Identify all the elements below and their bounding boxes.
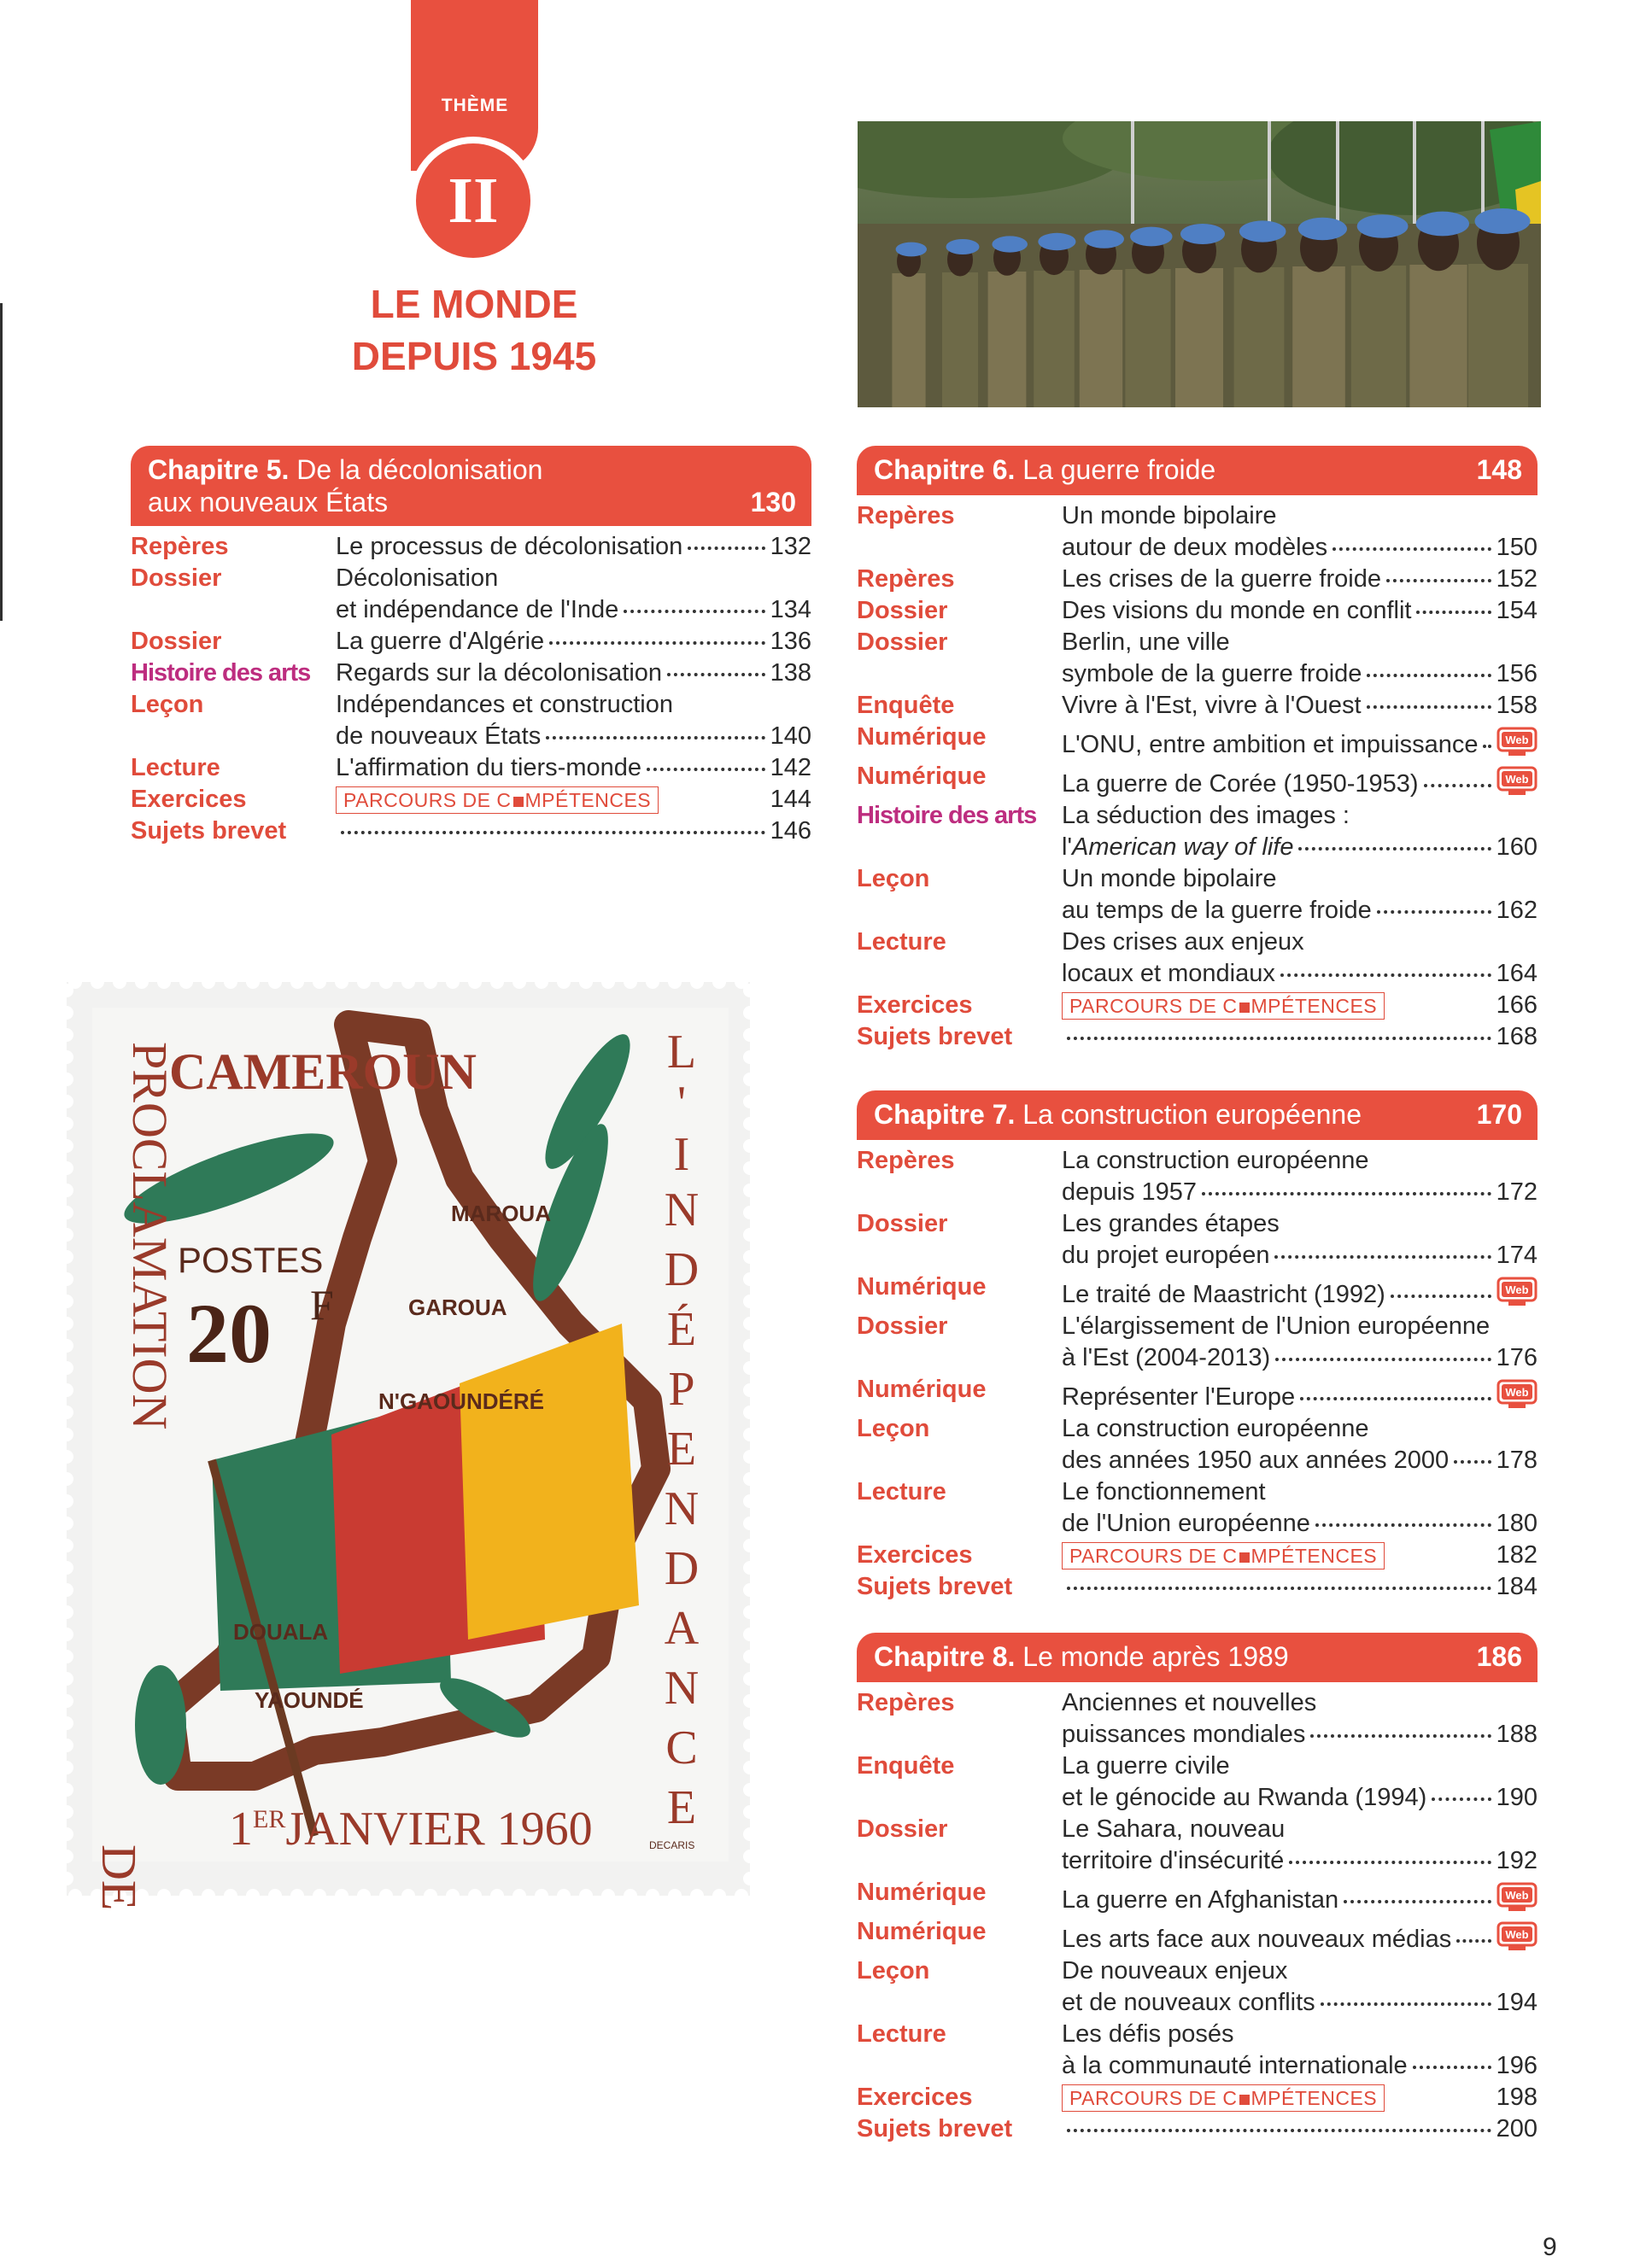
toc-entry[interactable] xyxy=(857,1476,1538,1540)
chapter-header[interactable] xyxy=(857,1633,1538,1682)
chapter-title: Le monde après 1989 xyxy=(1022,1641,1289,1672)
dot-leader xyxy=(1289,1861,1491,1864)
theme-title xyxy=(325,278,624,383)
dot-leader xyxy=(1067,2129,1491,2132)
chapter-title: aux nouveaux États xyxy=(148,487,389,517)
entry-title-line: L'affirmation du tiers-monde xyxy=(336,754,642,781)
toc-entry[interactable] xyxy=(857,926,1538,990)
entry-title-line: du projet européen xyxy=(1062,1242,1270,1269)
chapter-5 xyxy=(131,446,811,847)
entry-title-line: Vivre à l'Est, vivre à l'Ouest xyxy=(1062,692,1362,719)
toc-entry[interactable] xyxy=(857,863,1538,926)
entry-page: 194 xyxy=(1496,1989,1538,2016)
entry-title-line: Le fonctionnement xyxy=(1062,1478,1266,1505)
dot-leader xyxy=(1424,784,1491,787)
entry-page: 190 xyxy=(1496,1784,1538,1811)
dot-leader xyxy=(1274,1255,1491,1259)
entry-page: 196 xyxy=(1496,2052,1538,2079)
stamp-right-border-char: N xyxy=(664,1482,700,1535)
square-icon xyxy=(1239,2095,1250,2105)
toc-entry[interactable] xyxy=(857,722,1538,761)
dot-leader xyxy=(1202,1192,1491,1195)
chapter-title: De la décolonisation xyxy=(296,454,543,485)
entry-title-line: de l'Union européenne xyxy=(1062,1510,1310,1537)
dot-leader xyxy=(1367,705,1491,709)
stamp-left-border: PROCLAMATION xyxy=(122,1042,178,1430)
entry-title-line: L'élargissement de l'Union européenne xyxy=(1062,1312,1491,1340)
entry-title-line: puissances mondiales xyxy=(1062,1721,1306,1748)
dot-leader xyxy=(1432,1797,1491,1801)
entry-page: 150 xyxy=(1496,534,1538,561)
chapter-8 xyxy=(857,1633,1538,2145)
svg-text:Web: Web xyxy=(1505,1889,1529,1902)
dot-leader xyxy=(1483,745,1491,748)
toc-entry[interactable] xyxy=(857,1540,1538,1571)
entry-title-line: La guerre civile xyxy=(1062,1752,1230,1780)
web-icon[interactable] xyxy=(1496,1277,1538,1307)
chapter-entries xyxy=(857,1687,1538,2145)
web-icon[interactable] xyxy=(1496,727,1538,757)
entry-type: Numérique xyxy=(857,1879,987,1906)
badge-text: MPÉTENCES xyxy=(1250,995,1378,1017)
chapter-entries xyxy=(857,1145,1538,1603)
entry-type: Sujets brevet xyxy=(857,1023,1013,1050)
dot-leader xyxy=(624,610,764,613)
entry-page: 138 xyxy=(770,659,811,687)
entry-title-line: autour de deux modèles xyxy=(1062,534,1328,561)
entry-title-line: Représenter l'Europe xyxy=(1062,1383,1296,1411)
chapter-number: Chapitre 8. xyxy=(874,1641,1016,1672)
toc-entry[interactable] xyxy=(857,1271,1538,1311)
dot-leader xyxy=(1386,579,1491,582)
entry-page: 154 xyxy=(1496,597,1538,624)
dot-leader xyxy=(1321,2002,1491,2006)
toc-entry[interactable] xyxy=(131,815,811,847)
entry-type: Lecture xyxy=(857,1478,946,1505)
entry-type: Numérique xyxy=(857,723,987,751)
svg-text:Web: Web xyxy=(1505,734,1529,746)
toc-entry[interactable] xyxy=(857,1916,1538,1955)
toc-entry[interactable] xyxy=(857,1311,1538,1374)
entry-page: 188 xyxy=(1496,1721,1538,1748)
entry-page: 176 xyxy=(1496,1344,1538,1371)
entry-title-line: Berlin, une ville xyxy=(1062,628,1230,656)
stamp-right-border-char: ' xyxy=(676,1077,687,1130)
badge-text: PARCOURS DE C xyxy=(343,789,512,811)
entry-title-line: et le génocide au Rwanda (1994) xyxy=(1062,1784,1427,1811)
entry-type: Dossier xyxy=(131,564,222,592)
web-icon[interactable] xyxy=(1496,1921,1538,1952)
entry-type: Dossier xyxy=(857,1815,948,1843)
chapter-page: 186 xyxy=(1476,1641,1522,1672)
entry-type: Numérique xyxy=(857,1376,987,1403)
stamp-right-border-char: A xyxy=(664,1602,700,1655)
toc-entry[interactable] xyxy=(857,1751,1538,1814)
toc-entry[interactable] xyxy=(857,1208,1538,1271)
entry-page: 144 xyxy=(770,786,811,813)
dot-leader xyxy=(1454,1460,1491,1464)
entry-page: 152 xyxy=(1496,565,1538,593)
badge-text: PARCOURS DE C xyxy=(1069,995,1238,1017)
badge-text: MPÉTENCES xyxy=(1250,1545,1378,1567)
entry-type: Lecture xyxy=(131,754,220,781)
entry-title-line: Un monde bipolaire xyxy=(1062,865,1277,892)
entry-type: Repères xyxy=(857,565,955,593)
entry-type: Repères xyxy=(131,533,229,560)
parcours-competences-badge xyxy=(336,786,659,814)
entry-type: Exercices xyxy=(131,786,247,813)
entry-title-line: locaux et mondiaux xyxy=(1062,960,1275,987)
dot-leader xyxy=(1275,1358,1491,1361)
dot-leader xyxy=(341,831,765,834)
toc-entry[interactable] xyxy=(857,595,1538,627)
entry-page: 174 xyxy=(1496,1242,1538,1269)
entry-title-line: au temps de la guerre froide xyxy=(1062,897,1372,924)
toc-entry[interactable] xyxy=(131,784,811,815)
entry-page: 156 xyxy=(1496,660,1538,687)
toc-entry[interactable] xyxy=(857,761,1538,800)
entry-title-line: Le processus de décolonisation xyxy=(336,533,683,560)
dot-leader xyxy=(1300,1397,1491,1400)
stamp-right-border-char: P xyxy=(668,1363,695,1416)
entry-type: Numérique xyxy=(857,1273,987,1301)
dot-leader xyxy=(667,673,765,676)
entry-type: Dossier xyxy=(857,597,948,624)
entry-page: 146 xyxy=(770,817,811,845)
entry-page: 140 xyxy=(770,722,811,750)
entry-title-line: La construction européenne xyxy=(1062,1415,1369,1442)
entry-title-line: Regards sur la décolonisation xyxy=(336,659,663,687)
entry-type: Numérique xyxy=(857,1918,987,1945)
chapter-entries xyxy=(857,500,1538,1053)
entry-title-line: Les arts face aux nouveaux médias xyxy=(1062,1926,1452,1953)
chapter-page: 148 xyxy=(1476,454,1522,485)
toc-entry[interactable] xyxy=(857,1814,1538,1877)
toc-entry[interactable] xyxy=(857,1021,1538,1053)
stamp-right-border-char: L xyxy=(666,1026,697,1078)
square-icon xyxy=(513,797,524,807)
theme-label: THÈME xyxy=(441,96,509,115)
entry-title-line: l'American way of life xyxy=(1062,833,1294,861)
entry-page: 200 xyxy=(1496,2115,1538,2142)
soldiers-photo xyxy=(858,121,1541,407)
entry-type: Exercices xyxy=(857,991,973,1019)
entry-title-line: Indépendances et construction xyxy=(336,691,673,718)
entry-type: Dossier xyxy=(857,628,948,656)
square-icon xyxy=(1239,1552,1250,1563)
dot-leader xyxy=(1391,1295,1491,1298)
parcours-competences-badge xyxy=(1062,2084,1385,2112)
entry-type: Dossier xyxy=(131,628,222,655)
dot-leader xyxy=(1315,1523,1491,1527)
page-number: 9 xyxy=(1543,2233,1557,2261)
entry-type: Histoire des arts xyxy=(131,659,311,687)
square-icon xyxy=(1239,1002,1250,1013)
entry-page: 182 xyxy=(1496,1541,1538,1569)
chapter-header[interactable] xyxy=(857,1090,1538,1140)
toc-entry[interactable] xyxy=(131,563,811,626)
entry-title-line: à la communauté internationale xyxy=(1062,2052,1408,2079)
toc-entry[interactable] xyxy=(857,2082,1538,2113)
dot-leader xyxy=(647,768,765,771)
stamp-image xyxy=(58,956,767,1921)
toc-entry[interactable] xyxy=(857,2019,1538,2082)
svg-text:Web: Web xyxy=(1505,1386,1529,1399)
theme-title-line: DEPUIS 1945 xyxy=(351,334,597,378)
entry-title-line: De nouveaux enjeux xyxy=(1062,1957,1288,1984)
toc-entry[interactable] xyxy=(131,658,811,689)
entry-title-line: Un monde bipolaire xyxy=(1062,502,1277,529)
stamp-value: 20 xyxy=(186,1286,272,1381)
stamp-right-border-char: D xyxy=(664,1243,700,1296)
stamp-right-border-char: E xyxy=(666,1423,697,1476)
stamp-date: 1ERJANVIER 1960 xyxy=(229,1803,593,1856)
toc-entry[interactable] xyxy=(857,800,1538,863)
toc-entry[interactable] xyxy=(857,1955,1538,2019)
toc-entry[interactable] xyxy=(131,689,811,752)
toc-entry[interactable] xyxy=(857,1687,1538,1751)
toc-entry[interactable] xyxy=(857,1374,1538,1413)
chapter-title: La guerre froide xyxy=(1022,454,1216,485)
toc-entry[interactable] xyxy=(857,500,1538,564)
entry-type: Sujets brevet xyxy=(131,817,287,845)
toc-entry[interactable] xyxy=(857,690,1538,722)
chapter-number: Chapitre 6. xyxy=(874,454,1016,485)
entry-page: 160 xyxy=(1496,833,1538,861)
entry-page: 172 xyxy=(1496,1178,1538,1206)
entry-type: Enquête xyxy=(857,692,955,719)
toc-entry[interactable] xyxy=(131,531,811,563)
dot-leader xyxy=(1280,973,1491,977)
chapter-page: 130 xyxy=(750,487,796,517)
stamp-right-border-char: É xyxy=(666,1303,697,1356)
dot-leader xyxy=(546,736,764,739)
entry-title-line: de nouveaux États xyxy=(336,722,542,750)
web-icon[interactable] xyxy=(1496,1882,1538,1913)
entry-title-line: Anciennes et nouvelles xyxy=(1062,1689,1317,1716)
entry-title-line: La construction européenne xyxy=(1062,1147,1369,1174)
stamp-postes: POSTES xyxy=(178,1240,324,1280)
stamp-country: CAMEROUN xyxy=(169,1043,477,1100)
entry-page: 184 xyxy=(1496,1573,1538,1600)
entry-title-line: et de nouveaux conflits xyxy=(1062,1989,1315,2016)
theme-title-line: LE MONDE xyxy=(370,282,578,326)
entry-type: Dossier xyxy=(857,1312,948,1340)
entry-title-line: Des crises aux enjeux xyxy=(1062,928,1304,956)
theme-numeral: II xyxy=(448,164,499,237)
entry-page: 162 xyxy=(1496,897,1538,924)
toc-entry[interactable] xyxy=(857,1145,1538,1208)
chapter-header[interactable] xyxy=(857,446,1538,495)
entry-page: 192 xyxy=(1496,1847,1538,1874)
stamp-value-unit: F xyxy=(310,1281,334,1329)
entry-page: 178 xyxy=(1496,1447,1538,1474)
stamp-city: GAROUA xyxy=(408,1295,507,1320)
stamp-signature: DECARIS xyxy=(649,1839,695,1851)
toc-entry[interactable] xyxy=(131,752,811,784)
stamp-right-border-char: D xyxy=(664,1542,700,1595)
badge-text: PARCOURS DE C xyxy=(1069,2087,1238,2109)
entry-title-line: des années 1950 aux années 2000 xyxy=(1062,1447,1450,1474)
entry-type: Leçon xyxy=(857,865,930,892)
entry-page: 164 xyxy=(1496,960,1538,987)
edge-line xyxy=(0,303,3,621)
toc-entry[interactable] xyxy=(857,2113,1538,2145)
stamp-city: MAROUA xyxy=(451,1201,551,1226)
toc-entry[interactable] xyxy=(857,990,1538,1021)
parcours-competences-badge xyxy=(1062,1542,1385,1569)
entry-page: 134 xyxy=(770,596,811,623)
parcours-competences-badge xyxy=(1062,992,1385,1020)
stamp-city: DOUALA xyxy=(233,1619,329,1645)
dot-leader xyxy=(1456,1939,1491,1943)
entry-page: 158 xyxy=(1496,692,1538,719)
toc-entry[interactable] xyxy=(857,564,1538,595)
entry-title-line: Le Sahara, nouveau xyxy=(1062,1815,1286,1843)
svg-text:Web: Web xyxy=(1505,1928,1529,1941)
entry-type: Repères xyxy=(857,502,955,529)
toc-entry[interactable] xyxy=(131,626,811,658)
entry-title-line: et indépendance de l'Inde xyxy=(336,596,619,623)
entry-type: Histoire des arts xyxy=(857,802,1037,829)
chapter-title: La construction européenne xyxy=(1022,1099,1362,1130)
entry-type: Lecture xyxy=(857,2020,946,2048)
entry-page: 142 xyxy=(770,754,811,781)
entry-type: Repères xyxy=(857,1147,955,1174)
entry-type: Sujets brevet xyxy=(857,2115,1013,2142)
entry-type: Repères xyxy=(857,1689,955,1716)
entry-type: Exercices xyxy=(857,2084,973,2111)
entry-type: Leçon xyxy=(131,691,204,718)
svg-text:Web: Web xyxy=(1505,773,1529,786)
dot-leader xyxy=(688,547,764,550)
dot-leader xyxy=(549,641,764,645)
dot-leader xyxy=(1377,910,1491,914)
toc-entry[interactable] xyxy=(857,1877,1538,1916)
stamp-right-border-char: I xyxy=(673,1128,690,1181)
chapter-number: Chapitre 5. xyxy=(148,454,290,485)
dot-leader xyxy=(1416,611,1491,614)
badge-text: PARCOURS DE C xyxy=(1069,1545,1238,1567)
entry-type: Lecture xyxy=(857,928,946,956)
entry-page: 136 xyxy=(770,628,811,655)
stamp-right-border-char: C xyxy=(665,1721,698,1774)
entry-type: Enquête xyxy=(857,1752,955,1780)
entry-title-line: Décolonisation xyxy=(336,564,499,592)
dot-leader xyxy=(1067,1037,1491,1040)
stamp-city: YAOUNDÉ xyxy=(255,1687,364,1713)
stamp-de: DE xyxy=(91,1844,147,1911)
stamp-right-border-char: N xyxy=(664,1184,700,1236)
badge-text: MPÉTENCES xyxy=(1250,2087,1378,2109)
stamp-right-border-char: N xyxy=(664,1662,700,1715)
chapter-7 xyxy=(857,1090,1538,1603)
entry-title-line: Le traité de Maastricht (1992) xyxy=(1062,1281,1385,1308)
entry-title-line: symbole de la guerre froide xyxy=(1062,660,1362,687)
entry-type: Dossier xyxy=(857,1210,948,1237)
toc-entry[interactable] xyxy=(857,1571,1538,1603)
entry-title-line: La guerre en Afghanistan xyxy=(1062,1886,1339,1914)
dot-leader xyxy=(1067,1587,1491,1590)
dot-leader xyxy=(1298,847,1491,850)
toc-entry[interactable] xyxy=(857,627,1538,690)
entry-page: 180 xyxy=(1496,1510,1538,1537)
web-icon[interactable] xyxy=(1496,1379,1538,1410)
entry-type: Exercices xyxy=(857,1541,973,1569)
badge-text: MPÉTENCES xyxy=(524,789,652,811)
dot-leader xyxy=(1332,547,1491,551)
stamp-right-border-char: E xyxy=(666,1781,697,1834)
entry-type: Leçon xyxy=(857,1415,930,1442)
entry-title-line: territoire d'insécurité xyxy=(1062,1847,1285,1874)
dot-leader xyxy=(1413,2066,1491,2069)
entry-title-line: depuis 1957 xyxy=(1062,1178,1198,1206)
entry-title-line: Des visions du monde en conflit xyxy=(1062,597,1412,624)
chapter-page: 170 xyxy=(1476,1099,1522,1130)
entry-title-line: Les défis posés xyxy=(1062,2020,1234,2048)
dot-leader xyxy=(1367,674,1491,677)
web-icon[interactable] xyxy=(1496,766,1538,797)
entry-title-line: La guerre d'Algérie xyxy=(336,628,545,655)
entry-page: 132 xyxy=(770,533,811,560)
entry-title-line: Les crises de la guerre froide xyxy=(1062,565,1381,593)
entry-type: Numérique xyxy=(857,763,987,790)
stamp-city: N'GAOUNDÉRÉ xyxy=(378,1388,544,1414)
theme-badge xyxy=(409,137,537,265)
svg-text:Web: Web xyxy=(1505,1283,1529,1296)
chapter-number: Chapitre 7. xyxy=(874,1099,1016,1130)
dot-leader xyxy=(1310,1734,1491,1738)
entry-page: 198 xyxy=(1496,2084,1538,2111)
entry-page: 166 xyxy=(1496,991,1538,1019)
entry-page: 168 xyxy=(1496,1023,1538,1050)
entry-type: Leçon xyxy=(857,1957,930,1984)
chapter-6 xyxy=(857,446,1538,1053)
toc-entry[interactable] xyxy=(857,1413,1538,1476)
entry-title-line: à l'Est (2004-2013) xyxy=(1062,1344,1271,1371)
chapter-header[interactable] xyxy=(131,446,811,526)
entry-title-line: L'ONU, entre ambition et impuissance xyxy=(1062,731,1479,758)
entry-title-line: La séduction des images : xyxy=(1062,802,1350,829)
dot-leader xyxy=(1344,1900,1491,1903)
entry-title-line: La guerre de Corée (1950-1953) xyxy=(1062,770,1419,798)
chapter-entries xyxy=(131,531,811,847)
entry-title-line: Les grandes étapes xyxy=(1062,1210,1280,1237)
entry-type: Sujets brevet xyxy=(857,1573,1013,1600)
